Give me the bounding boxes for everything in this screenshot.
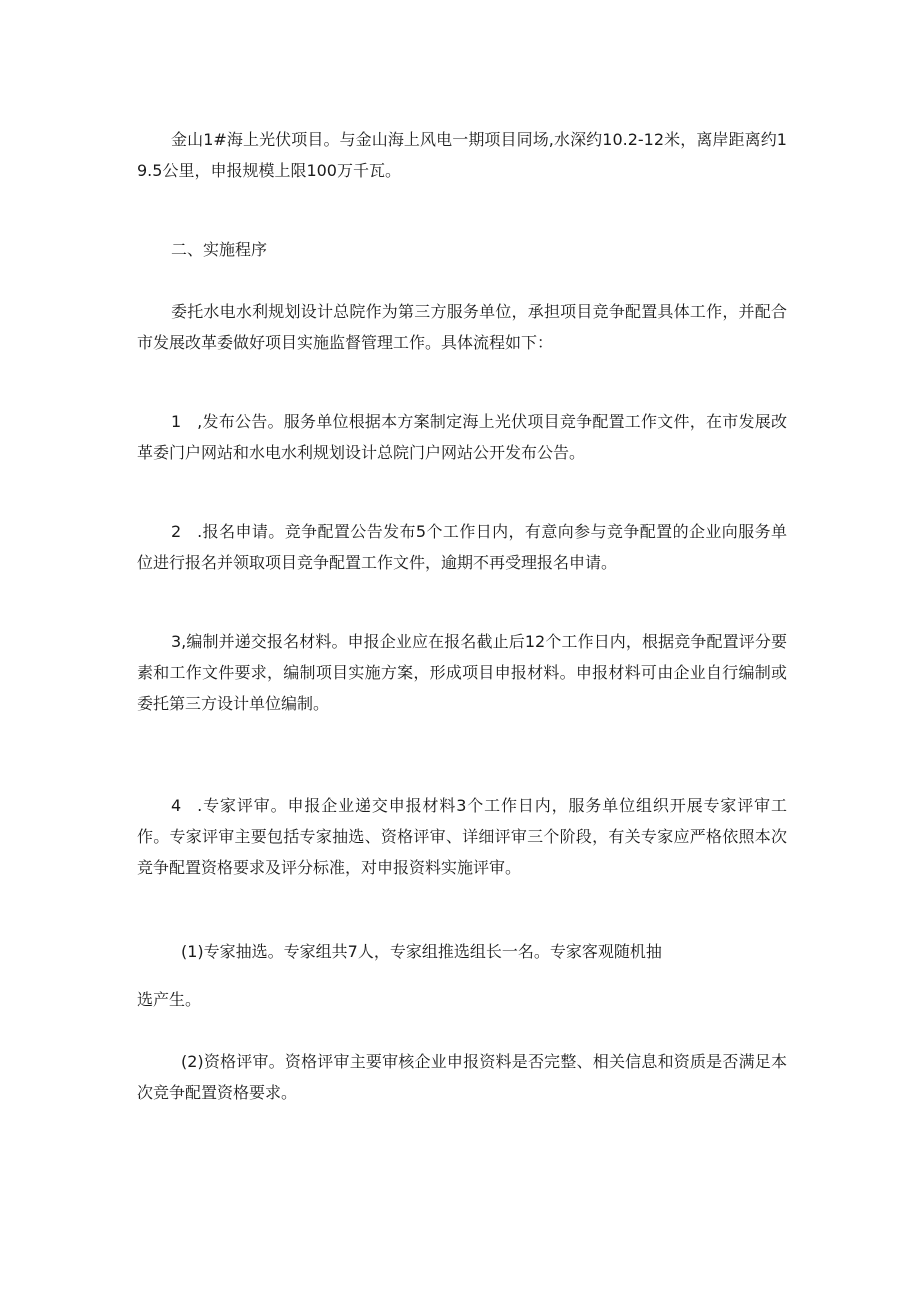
paragraph-sub-2-qualification-review: (2)资格评审。资格评审主要审核企业申报资料是否完整、相关信息和资质是否满足本次竞争配置资格要求。 bbox=[137, 1052, 787, 1102]
paragraph-step-3-materials: 3,编制并递交报名材料。申报企业应在报名截止后12个工作日内，根据竞争配置评分要素和工作文件要求，编制项目实施方案，形成项目申报材料。申报材料可由企业自行编制或委托第三方设计单位编制。 bbox=[137, 632, 787, 713]
paragraph-step-2-registration: 2 .报名申请。竞争配置公告发布5个工作日内，有意向参与竞争配置的企业向服务单位进行报名并领取项目竞争配置工作文件，逾期不再受理报名申请。 bbox=[137, 522, 787, 572]
paragraph-sub-1-continuation: 选产生。 bbox=[137, 990, 202, 1009]
paragraph-project-description: 金山1#海上光伏项目。与金山海上风电一期项目同场,水深约10.2-12米，离岸距离约19.5公里，申报规模上限100万千瓦。 bbox=[137, 130, 787, 180]
paragraph-sub-1-expert-selection: (1)专家抽选。专家组共7人，专家组推选组长一名。专家客观随机抽 bbox=[181, 942, 662, 961]
paragraph-step-4-expert-review: 4 .专家评审。申报企业递交申报材料3个工作日内，服务单位组织开展专家评审工作。专家评审主要包括专家抽选、资格评审、详细评审三个阶段，有关专家应严格依照本次竞争配置资格要求及评分标准，对申报资料实施评审。 bbox=[137, 796, 787, 877]
section-heading-implementation: 二、实施程序 bbox=[171, 240, 268, 259]
paragraph-step-1-announcement: 1 ,发布公告。服务单位根据本方案制定海上光伏项目竞争配置工作文件，在市发展改革委门户网站和水电水利规划设计总院门户网站公开发布公告。 bbox=[137, 412, 787, 462]
paragraph-entrust-service-unit: 委托水电水利规划设计总院作为第三方服务单位，承担项目竞争配置具体工作，并配合市发展改革委做好项目实施监督管理工作。具体流程如下： bbox=[137, 302, 787, 352]
